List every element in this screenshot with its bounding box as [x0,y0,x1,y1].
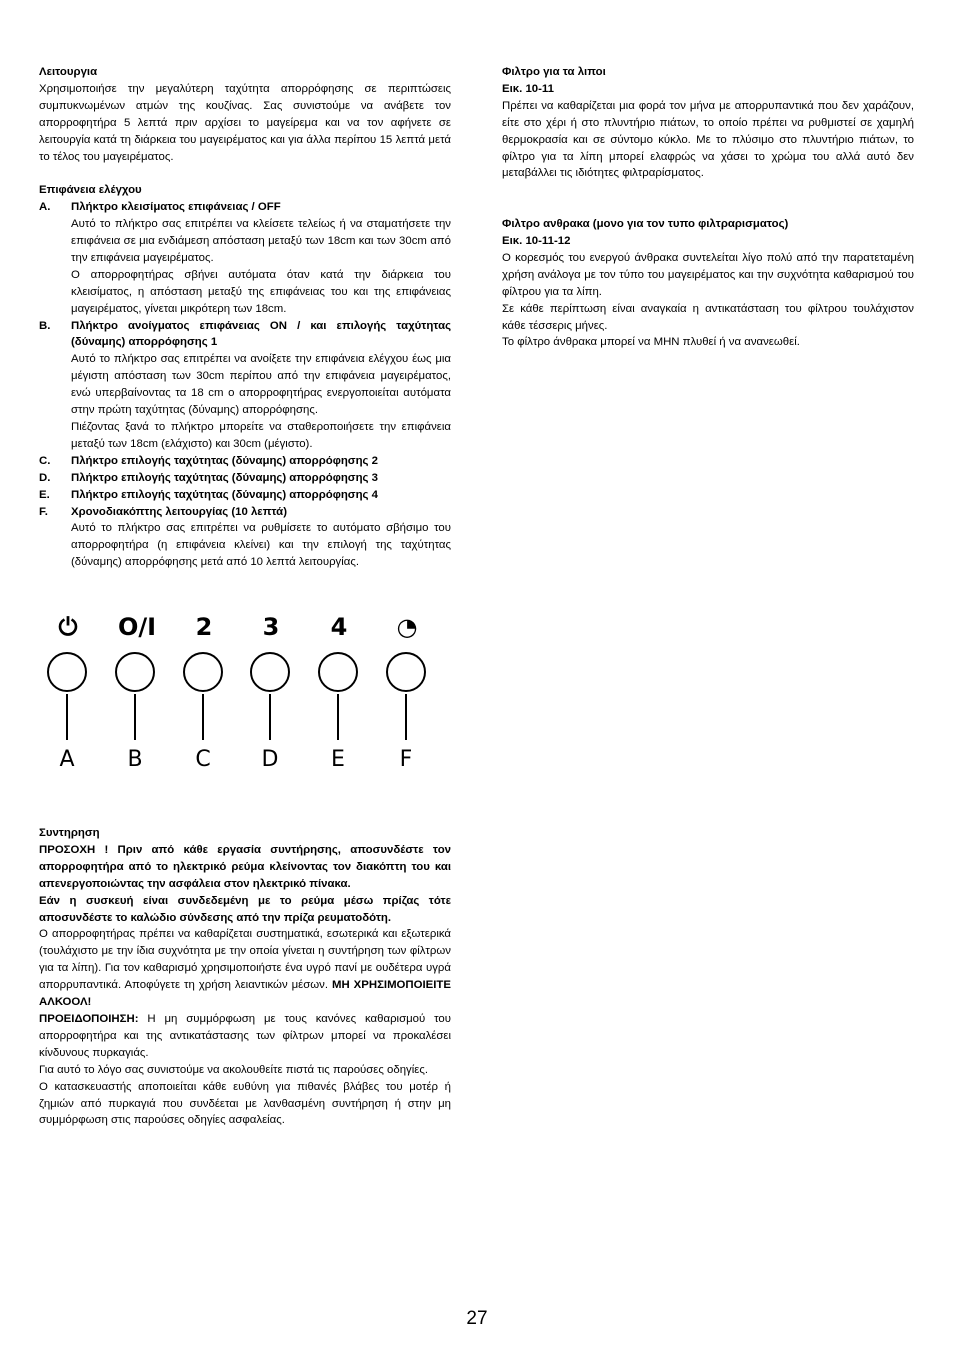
leader-line-c [202,694,204,740]
item-title: Πλήκτρο κλεισίματος επιφάνειας / OFF [71,201,281,214]
button-b-circle [115,652,155,692]
figure-label-d: D [261,747,279,772]
item-letter: C. [39,454,51,467]
grease-filter-heading: Φιλτρο για τα λιποι [502,66,606,78]
item-title: Πλήκτρο επιλογής ταχύτητας (δύναμης) απορρόφησης 4 [71,488,378,501]
timer-clock-icon: ◔ [396,613,418,641]
item-a-text-1: Αυτό το πλήκτρο σας επιτρέπει να κλείσετε τελείως ή να σταματήσετε την επιφάνεια σε μια ενδιάμεση απόσταση μεταξύ των 18cm και των 30cm από την επιφάνεια μαγειρέματος. [71,218,451,264]
caution-label: ΠΡΟΕΙΔΟΠΟΙΗΣΗ: [39,1012,139,1025]
leader-line-d [269,694,271,740]
item-letter: B. [39,319,51,332]
speed-2-label: 2 [195,613,213,641]
page-number: 27 [466,1308,488,1329]
control-item-e [39,487,451,504]
item-title: Πλήκτρο επιλογής ταχύτητας (δύναμης) απορρόφησης 2 [71,454,378,467]
button-a-circle [47,652,87,692]
maintenance-warning-2: Εάν η συσκευή είναι συνδεδεμένη με το ρεύμα μέσω πρίζας τότε αποσυνδέστε το καλώδιο σύνδεσης από την πρίζα ρευματοδότη. [39,894,451,924]
control-item-d [39,470,451,487]
carbon-filter-text-3: Το φίλτρο άνθρακα μπορεί να ΜΗΝ πλυθεί ή να ανανεωθεί. [502,336,800,349]
control-panel-heading: Επιφάνεια ελέγχου [39,184,142,197]
button-e-circle [318,652,358,692]
control-item-c [39,453,451,470]
figure-label-c: C [195,747,211,772]
item-f-text: Αυτό το πλήκτρο σας επιτρέπει να ρυθμίσετε το αυτόματο σβήσιμο του απορροφητήρα (η επιφάνεια κλείνει) και την επιλογή της ταχύτητας (δύναμης) απορρόφησης μετά από 10 λεπτά λειτουργίας. [71,522,451,569]
item-letter: A. [39,201,51,214]
button-f-circle [386,652,426,692]
maintenance-warning-1: ΠΡΟΣΟΧΗ ! Πριν από κάθε εργασία συντήρησης, αποσυνδέστε τον απορροφητήρα από το ηλεκτρικό ρεύμα κλείνοντας τον διακόπτη του και απενεργοποιώντας την ασφάλεια στον ηλεκτρικό πίνακα. [39,843,451,890]
item-letter: D. [39,471,51,484]
carbon-filter-heading: Φιλτρο ανθρακα (μονο για τον τυπο φιλτραρισματος) [502,218,789,231]
control-item-b [39,318,451,352]
item-b-text-1: Αυτό το πλήκτρο σας επιτρέπει να ανοίξετε την επιφάνεια ελέγχου έως μια μέγιστη απόσταση των 30cm περίπου από την επιφάνεια μαγειρέματος, ενώ υπερβαίνοντας τα 18 cm ο απορροφητήρας ενεργοποιείται αυτόματα στην πρώτη ταχύτητας (δύναμης) απορρόφησης. [71,353,451,417]
maintenance-text-3: Ο κατασκευαστής αποποιείται κάθε ευθύνη για πιθανές βλάβες του μοτέρ ή ζημιών από πυρκαγιά που συνδέεται με λανθασμένη συντήρηση ή στην μη συμμόρφωση στις παρούσες οδηγίες ασφαλείας. [39,1080,451,1127]
item-title: Πλήκτρο ανοίγματος επιφάνειας ON / και επιλογής ταχύτητας (δύναμης) απορρόφησης 1 [71,319,451,349]
maintenance-section [39,825,451,1129]
maintenance-text-2: Για αυτό το λόγο σας συνιστούμε να ακολουθείτε πιστά τις παρούσες οδηγίες. [39,1063,428,1076]
grease-filter-figure-ref: Εικ. 10-11 [502,82,554,95]
carbon-filter-figure-ref: Εικ. 10-11-12 [502,235,571,248]
figure-label-f: F [399,747,413,772]
control-panel-figure [38,612,438,780]
item-letter: F. [39,505,48,518]
item-b-text-2: Πιέζοντας ξανά το πλήκτρο μπορείτε να σταθεροποιήσετε την επιφάνεια μεταξύ των 18cm (ελάχιστο) και 30cm (μέγιστο). [71,421,451,450]
figure-label-b: B [127,747,143,772]
figure-label-e: E [331,747,345,772]
leader-line-a [66,694,68,740]
maintenance-text-1: Ο απορροφητήρας πρέπει να καθαρίζεται συστηματικά, εσωτερικά και εξωτερικά (τουλάχιστο με την ίδια συχνότητα με την οποία γίνεται η συντήρηση των φίλτρων για τα λίπη). Για τον καθαρισμό χρησιμοποιήστε ένα υγρό πανί με ουδέτερα υγρά απορρυπαντικά. Αποφύγετε τη χρήση λειαντικών μέσων. ΜΗ ΧΡΗΣΙΜΟΠΟΙΕΙΤΕ ΑΛΚΟΟΛ! [39,928,451,1009]
left-column [39,64,451,571]
item-title: Χρονοδιακόπτης λειτουργίας (10 λεπτά) [71,505,287,518]
control-item-a [39,199,451,216]
maintenance-caution: ΠΡΟΕΙΔΟΠΟΙΗΣΗ: Η μη συμμόρφωση με τους κανόνες καθαρισμού του απορροφητήρα και της αντικατάστασης των φίλτρων μπορεί να προκαλέσει κίνδυνους πυρκαγιάς. [39,1012,451,1059]
speed-4-label: 4 [330,613,348,641]
item-a-text-2: Ο απορροφητήρας σβήνει αυτόματα όταν κατά την διάρκεια του κλεισίματος, η απόσταση μεταξύ της επιφάνειας του και της επιφάνειας μαγειρέματος, γίνεται μικρότερη των 18cm. [71,268,451,315]
carbon-filter-text-2: Σε κάθε περίπτωση είναι αναγκαία η αντικατάσταση του φίλτρου τουλάχιστον κάθε τέσσερις μήνες. [502,302,914,332]
on-off-icon: O/I [117,613,157,641]
figure-label-a: A [59,747,75,772]
grease-filter-text: Πρέπει να καθαρίζεται μια φορά τον μήνα με απορρυπαντικά που δεν χαράζουν, είτε στο χέρι ή στο πλυντήριο πιάτων, το οποίο πρέπει να ρυθμιστεί σε χαμηλή θερμοκρασία και σε σύντομο κύκλο. Με το πλύσιμο στο πλυντήριο πιάτων, το φίλτρο για τα λίπη μπορεί ελαφρώς να χάσει το χρώμα του αλλά αυτό δεν μεταβάλλει τις ιδιότητες φιλτραρίσματος. [502,99,914,180]
right-column [502,64,914,351]
item-letter: E. [39,488,50,501]
maintenance-heading: Συντηρηση [39,827,100,839]
leader-line-b [134,694,136,740]
carbon-filter-text-1: Ο κορεσμός του ενεργού άνθρακα συντελείται λίγο πολύ από την παρατεταμένη χρήση ανάλογα με τον τύπο του μαγειρέματος και την συχνότητα καθαρισμού του φίλτρου για τα λίπη. [502,251,914,298]
control-item-f [39,504,451,521]
no-alcohol-warning: ΜΗ ΧΡΗΣΙΜΟΠΟΙΕΙΤΕ ΑΛΚΟΟΛ! [39,979,451,1009]
operation-text: Χρησιμοποιήσε την μεγαλύτερη ταχύτητα απορρόφησης σε περιπτώσεις συμπυκνωμένων ατμών της κουζίνας. Σας συνιστούμε να ανάβετε τον απορροφητήρα 5 λεπτά πριν αρχίσει το μαγείρεμα και να τον αφήνετε σε λειτουργία κατά τη διάρκεια του μαγειρέματος και για άλλα περίπου 15 λεπτά μετά το τέλος του μαγειρέματος. [39,82,451,163]
item-title: Πλήκτρο επιλογής ταχύτητας (δύναμης) απορρόφησης 3 [71,471,378,484]
speed-3-label: 3 [262,613,280,641]
button-c-circle [183,652,223,692]
button-d-circle [250,652,290,692]
leader-line-f [405,694,407,740]
leader-line-e [337,694,339,740]
power-off-icon: ⏻ [58,613,78,641]
operation-heading: Λειτουργια [39,66,98,78]
